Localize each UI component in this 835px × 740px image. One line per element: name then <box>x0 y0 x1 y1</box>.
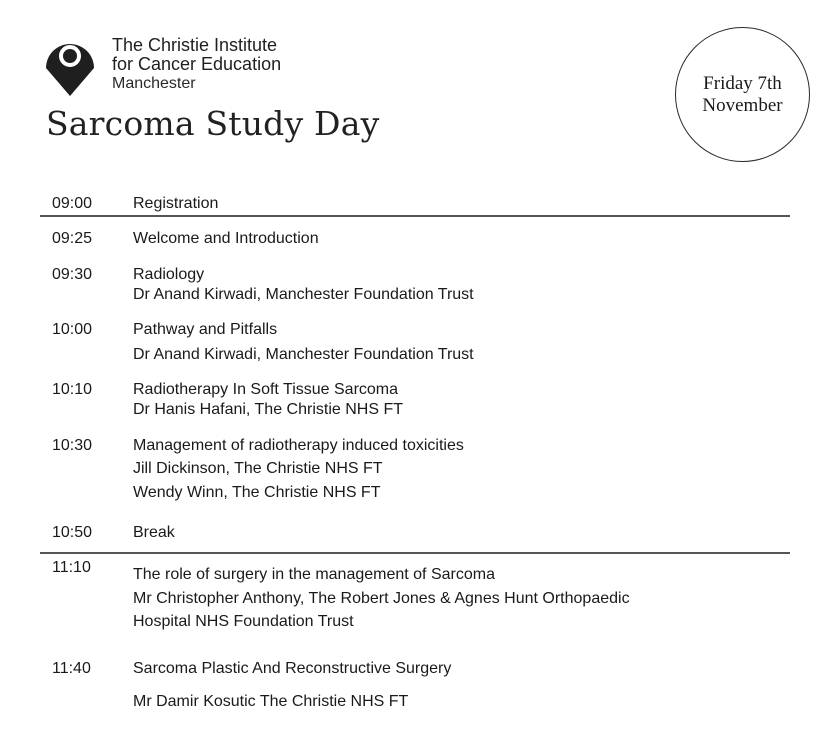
divider-after-break <box>40 552 790 554</box>
christie-logo-icon <box>38 34 102 98</box>
schedule-time: 11:10 <box>52 559 91 576</box>
schedule-item-title: Welcome and Introduction <box>133 230 319 247</box>
page-title: Sarcoma Study Day <box>46 104 380 143</box>
schedule-time: 10:30 <box>52 437 93 454</box>
schedule-item-speaker: Mr Damir Kosutic The Christie NHS FT <box>133 693 409 710</box>
schedule-item-speaker-affiliation: Hospital NHS Foundation Trust <box>133 613 354 630</box>
date-month: November <box>702 94 783 116</box>
org-line-1: The Christie Institute <box>112 35 278 55</box>
schedule-item-title: Sarcoma Plastic And Reconstructive Surgery <box>133 660 452 677</box>
schedule-item-title: Radiotherapy In Soft Tissue Sarcoma <box>133 381 399 398</box>
schedule-item-speaker: Dr Anand Kirwadi, Manchester Foundation Trust <box>133 286 474 303</box>
schedule-item-title: Management of radiotherapy induced toxicities <box>133 437 464 454</box>
schedule-item-speaker: Dr Anand Kirwadi, Manchester Foundation Trust <box>133 346 474 363</box>
schedule-time: 10:10 <box>52 381 93 398</box>
schedule-item-title: Radiology <box>133 266 205 283</box>
schedule-item-title: Break <box>133 524 175 541</box>
schedule-time: 09:25 <box>52 230 93 247</box>
schedule-item-speaker: Wendy Winn, The Christie NHS FT <box>133 484 381 501</box>
date-day: Friday 7th <box>703 72 782 94</box>
schedule-time: 09:00 <box>52 195 93 212</box>
schedule-item-speaker: Mr Christopher Anthony, The Robert Jones & Agnes Hunt Orthopaedic <box>133 590 630 607</box>
org-location: Manchester <box>112 75 196 92</box>
schedule-time: 09:30 <box>52 266 93 283</box>
schedule-item-speaker: Dr Hanis Hafani, The Christie NHS FT <box>133 401 403 418</box>
schedule-item-speaker: Jill Dickinson, The Christie NHS FT <box>133 460 383 477</box>
org-line-2: for Cancer Education <box>112 54 282 74</box>
schedule-item-title: Pathway and Pitfalls <box>133 321 278 338</box>
schedule-item-title: Registration <box>133 195 219 212</box>
date-badge <box>675 27 810 162</box>
schedule-time: 10:00 <box>52 321 93 338</box>
divider-after-registration <box>40 215 790 217</box>
schedule-time: 11:40 <box>52 660 91 677</box>
schedule-time: 10:50 <box>52 524 93 541</box>
schedule-item-title: The role of surgery in the management of Sarcoma <box>133 566 495 583</box>
organisation-name <box>112 36 281 93</box>
